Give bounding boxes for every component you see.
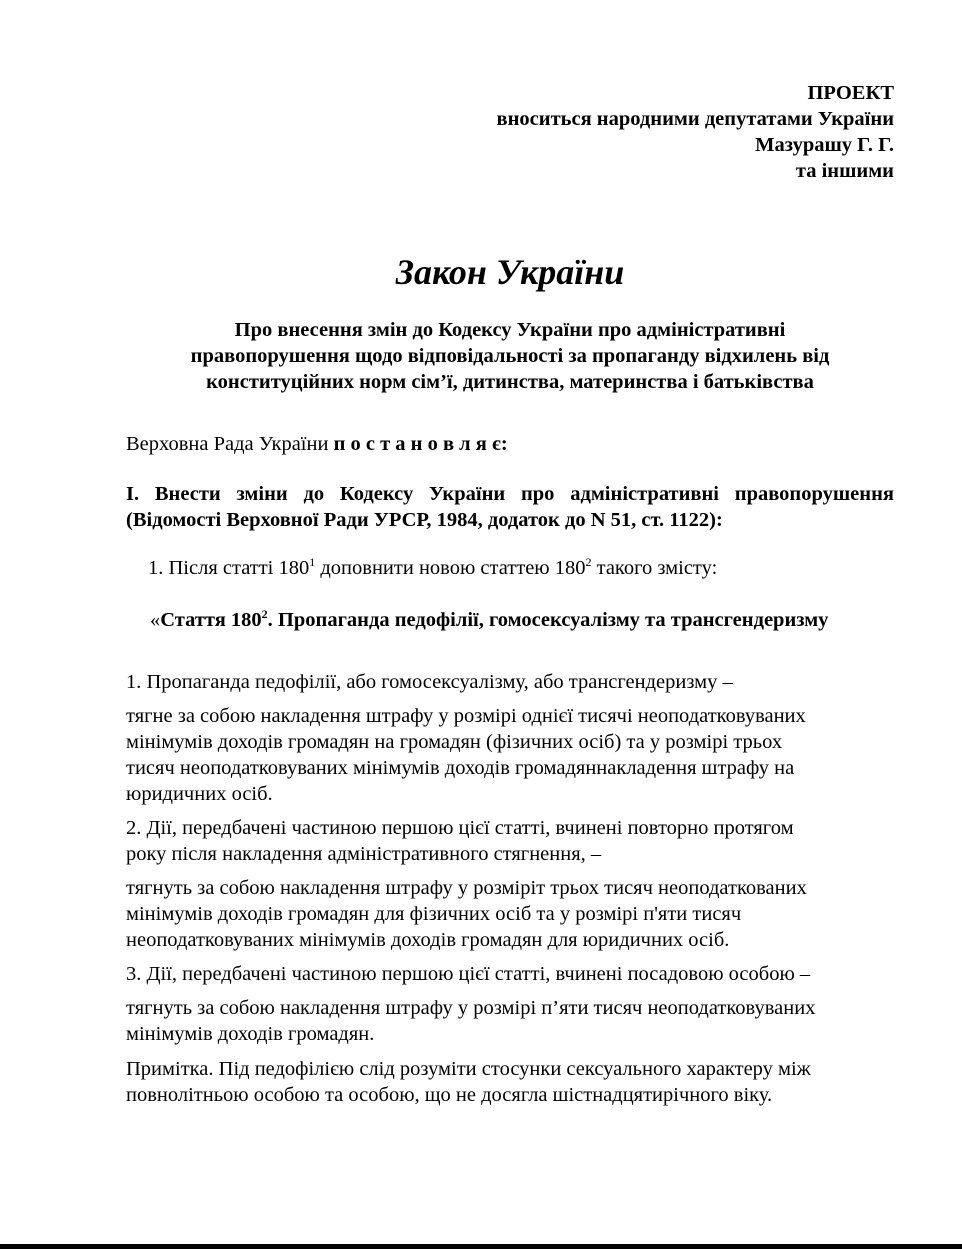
article-heading-sup: 2 bbox=[261, 607, 268, 622]
article-heading-number: Стаття 180 bbox=[160, 609, 262, 631]
subtitle-line-2: правопорушення щодо відповідальності за пропаганду відхилень від bbox=[190, 345, 830, 367]
section-1-line-1: І. Внести зміни до Кодексу України про адміністративні правопорушення bbox=[126, 483, 894, 505]
paragraph-3-line-1: 2. Дії, передбачені частиною першою цієї статті, вчинені повторно протягом bbox=[126, 817, 794, 839]
paragraph-2-line-1: тягне за собою накладення штрафу у розмірі однієї тисячі неоподатковуваних bbox=[126, 705, 806, 727]
item-1-part-3: такого змісту: bbox=[591, 557, 718, 579]
article-heading-quote: « bbox=[150, 609, 161, 631]
page-bottom-edge bbox=[0, 1244, 962, 1249]
law-title: Закон України bbox=[395, 252, 625, 292]
note-line-2: повнолітньою особою та особою, що не досягла шістнадцятирічного віку. bbox=[126, 1084, 773, 1106]
subtitle-line-1: Про внесення змін до Кодексу України про адміністративні bbox=[234, 319, 786, 341]
item-1-sup-1: 1 bbox=[309, 555, 316, 570]
paragraph-2-line-2: мінімумів доходів громадян на громадян (фізичних осіб) та у розмірі трьох bbox=[126, 731, 783, 753]
document-header bbox=[497, 80, 894, 184]
law-subtitle bbox=[0, 317, 962, 395]
others-label: та іншими bbox=[795, 160, 894, 182]
paragraph-4-line-3: неоподатковуваних мінімумів доходів громадян для юридичних осіб. bbox=[126, 929, 730, 951]
paragraph-6-line-1: тягнуть за собою накладення штрафу у розмірі п’яти тисяч неоподатковуваних bbox=[126, 997, 816, 1019]
item-1-part-2: доповнити новою статтею 180 bbox=[315, 557, 586, 579]
article-heading bbox=[150, 607, 828, 633]
note-line-1: Примітка. Під педофілією слід розуміти стосунки сексуального характеру між bbox=[126, 1058, 811, 1080]
item-1-sup-2: 2 bbox=[585, 555, 592, 570]
article-heading-title: . Пропаганда педофілії, гомосексуалізму та трансгендеризму bbox=[267, 609, 829, 631]
paragraph-2-line-4: юридичних осіб. bbox=[126, 783, 273, 805]
paragraph-4-line-2: мінімумів доходів громадян для фізичних осіб та у розмірі п'яти тисяч bbox=[126, 903, 742, 925]
subtitle-line-3: конституційних норм сім’ї, дитинства, материнства і батьківства bbox=[206, 371, 814, 393]
paragraph-1: 1. Пропаганда педофілії, або гомосексуалізму, або трансгендеризму – bbox=[126, 671, 733, 693]
paragraph-3-line-2: року після накладення адміністративного стягнення, – bbox=[126, 843, 602, 865]
project-label: ПРОЕКТ bbox=[807, 82, 894, 104]
preamble bbox=[126, 431, 508, 457]
preamble-emphasis: п о с т а н о в л я є: bbox=[333, 433, 508, 455]
item-1-part-1: 1. Після статті 180 bbox=[148, 557, 310, 579]
paragraph-4-line-1: тягнуть за собою накладення штрафу у розміріт трьох тисяч неоподаткованих bbox=[126, 877, 807, 899]
paragraph-6-line-2: мінімумів доходів громадян. bbox=[126, 1023, 375, 1045]
paragraph-5: 3. Дії, передбачені частиною першою цієї статті, вчинені посадовою особою – bbox=[126, 963, 811, 985]
item-1 bbox=[148, 555, 717, 581]
section-1-line-2: (Відомості Верховної Ради УРСР, 1984, додаток до N 51, ст. 1122): bbox=[126, 509, 723, 531]
submitted-by: вноситься народними депутатами України bbox=[496, 108, 894, 130]
preamble-text: Верховна Рада України bbox=[126, 433, 334, 455]
author-name: Мазурашу Г. Г. bbox=[755, 134, 894, 156]
paragraph-2-line-3: тисяч неоподатковуваних мінімумів доходів громадяннакладення штрафу на bbox=[126, 757, 795, 779]
